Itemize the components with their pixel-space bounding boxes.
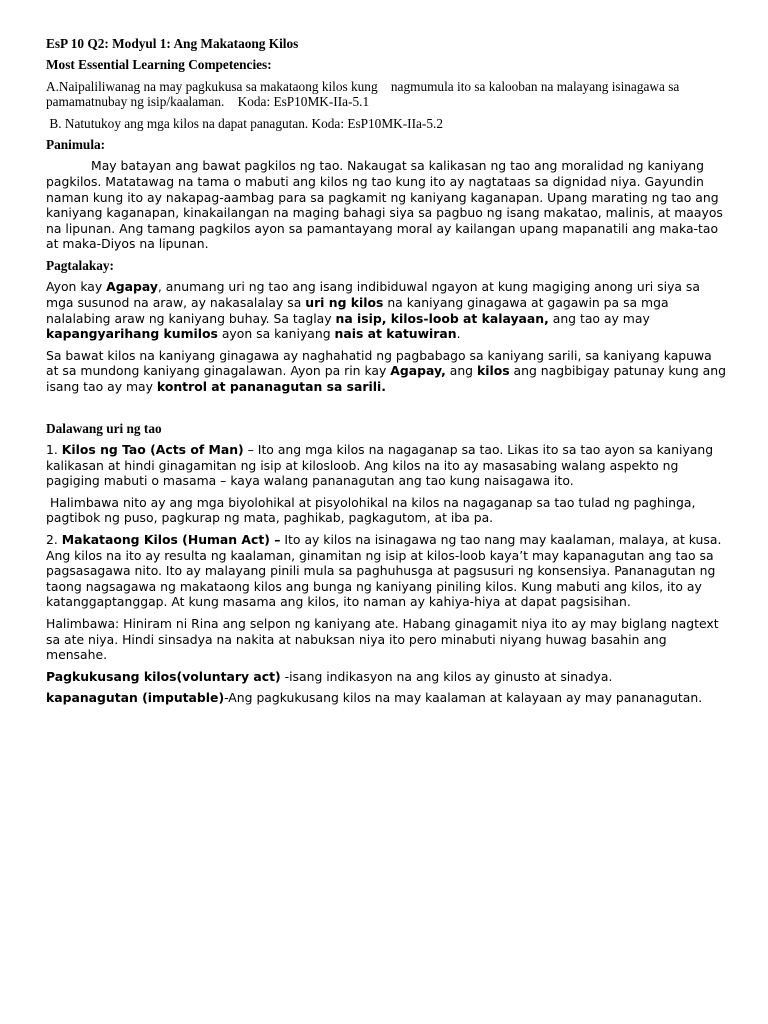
emphasis-kilos: kilos [476,363,510,379]
text-run: -isang indikasyon na ang kilos ay ginusto at sinadya. [280,668,613,684]
term-makataong-kilos: Makataong Kilos (Human Act) [61,531,270,547]
kilos-ng-tao-example: Halimbawa nito ay ang mga biyolohikal at pisyolohikal na kilos na nagaganap sa tao tulad ng paghinga, pagtibok ng puso, pagkurap ng mata, paghikab, pagkagutom, at iba pa. [46,494,700,526]
emphasis-agapay: Agapay, [390,363,446,379]
text-run: ang nagbibigay patunay kung ang isang tao ay may [46,363,726,394]
emphasis-agapay: Agapay [106,279,158,295]
melc-b: B. Natutukoy ang mga kilos na dapat panagutan. Koda: EsP10MK-IIa-5.2 [46,115,443,131]
text-run: na kaniyang ginagawa at gagawin pa sa mga nalalabing araw ng kaniyang buhay. Sa taglay [46,295,669,326]
definition-pagkukusang-kilos [46,669,728,685]
list-number: 1. [46,441,62,457]
dalawang-uri-heading: Dalawang uri ng tao [46,420,162,436]
list-number: 2. [46,531,62,547]
pagtalakay-paragraph-1 [46,279,728,341]
document-page [46,36,728,712]
text-run: ang [445,363,477,379]
emphasis-uri-ng-kilos: uri ng kilos [305,295,384,310]
term-kapanagutan: kapanagutan (imputable) [46,690,225,706]
text-run: -Ang pagkukusang kilos na may kaalaman at kalayaan ay may pananagutan. [224,690,703,706]
term-kilos-ng-tao: Kilos ng Tao (Acts of Man) [61,441,244,457]
term-pagkukusang-kilos: Pagkukusang kilos(voluntary act) [46,668,281,684]
emphasis-isip-kilos-loob: na isip, kilos-loob at kalayaan, [335,310,549,326]
panimula-heading: Panimula: [46,137,106,153]
text-run: Sa bawat kilos na kaniyang ginagawa ay naghahatid ng pagbabago sa kaniyang sarili, sa kaniyang kapuwa at sa mundong kaniyang ginagalawan. Ayon pa rin kay [46,347,712,379]
text-run: – Ito ang mga kilos na nagaganap sa tao. Likas ito sa tao ayon sa kaniyang kalikasan at hindi ginagamitan ng isip at kilosloob. Ang kilos na ito ay masasabing walang aspekto ng pagiging mabuti o masama – kaya walang pananagutan ang tao kung naisagawa ito. [46,441,714,489]
pagtalakay-paragraph-2 [46,348,728,395]
text-run: ang tao ay may [548,310,650,326]
document-title: EsP 10 Q2: Modyul 1: Ang Makataong Kilos [46,36,299,51]
list-item-kilos-ng-tao [46,442,728,489]
text-run: Ayon kay [46,279,107,295]
term-dash: – [269,531,281,547]
list-item-makataong-kilos [46,532,728,610]
emphasis-kapangyarihang-kumilos: kapangyarihang kumilos [46,326,218,342]
makataong-kilos-example: Halimbawa: Hiniram ni Rina ang selpon ng kaniyang ate. Habang ginagamit niya ito ay may biglang nagtext sa ate niya. Hindi sinsadya na nakita at nabuksan niya ito pero minabuti niyang huwag basahin ang mensahe. [46,615,719,663]
panimula-body: May batayan ang bawat pagkilos ng tao. Nakaugat sa kalikasan ng tao ang moralidad ng kaniyang pagkilos. Matatawag na tama o mabuti ang kilos ng tao kung ito ay nagtataas sa dignidad niya. Gayundin naman kung ito ay nakapag-aambag para sa pagkamit ng kaniyang kaganapan. Upang marating ng tao ang kaniyang kaganapan, kinakailangan na maging bahagi siya sa pagbuo ng isang makatao, malinis, at maayos na lipunan. Ang tamang pagkilos ayon sa pamantayang moral ay kailangan upang mapanatili ang maka-tao at maka-Diyos na lipunan. [46,158,723,252]
melc-a: A.Naipaliliwanag na may pagkukusa sa makataong kilos kung nagmumula ito sa kalooban na malayang isinagawa sa pamamatnubay ng isip/kaalaman. Koda: EsP10MK-IIa-5.1 [46,78,693,110]
emphasis-kontrol-at-pananagutan: kontrol at pananagutan sa sarili. [156,378,386,394]
pagtalakay-heading: Pagtalakay: [46,258,114,273]
melc-heading: Most Essential Learning Competencies: [46,57,272,73]
text-run: Ito ay kilos na isinagawa ng tao nang may kaalaman, malaya, at kusa. Ang kilos na ito ay resulta ng kaalaman, ginamitan ng isip at kilos-loob kaya’t may kapanagutan ang tao sa pagsasagawa nito. Ito ay malayang pinili mula sa paghuhusga at pagsusuri ng konsensiya. Pananagutan ng taong nagsagawa ng makataong kilos ang bunga ng kaniyang piniling kilos. Kung mabuti ang kilos, ito ay katanggaptanggap. At kung masama ang kilos, ito naman ay kahiya-hiya at dapat pagsisihan. [46,531,722,610]
definition-kapanagutan [46,690,728,706]
text-run: ayon sa kaniyang [217,326,335,342]
emphasis-nais-at-katuwiran: nais at katuwiran [334,326,457,342]
text-run: . [456,326,461,342]
text-run: , anumang uri ng tao ang isang indibiduwal ngayon at kung magiging anong uri siya sa mga susunod na araw, ay nakasalalay sa [46,279,700,310]
